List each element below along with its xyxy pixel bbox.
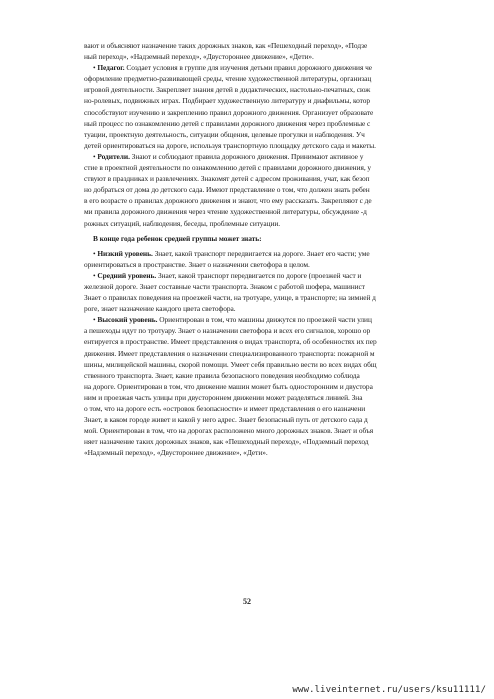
text-line: туации, проектную деятельность, ситуации общения, целевые прогулки и наблюдения. Уч [84, 129, 365, 139]
paragraph-lead: Средний уровень. [97, 270, 157, 280]
text-line: няет назначение таких дорожных знаков, как «Пешеходный переход», «Подземный переход [84, 437, 369, 447]
watermark-url: www.liveinternet.ru/users/ksu11111/ [292, 684, 486, 695]
text-line: • Низкий уровень. Знает, какой транспорт передвигается на дороге. Знает его части; уме [93, 248, 370, 258]
paragraph-lead: Родители. [97, 151, 130, 161]
text-line: но добраться от дома до детского сада. Имеют представление о том, что должен знать ребен [84, 185, 370, 195]
text-line: ним и проезжая часть улицы при двустороннем движении может разделяться линией. Зна [84, 392, 363, 402]
text-line: шины, милицейской машины, скорой помощи. Умеет себя правильно вести во всех видах общ [84, 359, 377, 369]
text-line: детей ориентироваться на дороге, используя транспортную площадку детского сада и макеты. [84, 140, 376, 150]
text-line: стие в проектной деятельности по ознакомлению детей с правилами дорожного движения, у [84, 163, 372, 173]
text-line: движения. Имеет представления о назначении специализированного транспорта: пожарной м [84, 348, 375, 358]
text-line: ми правила дорожного движения через чтение художественной литературы, обсуждение -д [84, 207, 367, 217]
text-line: способствуют изучению и закреплению правил дорожного движения. Организует образовате [84, 107, 374, 117]
text-line: • Средний уровень. Знает, какой транспорт передвигается по дороге (проезжей част и [93, 270, 362, 280]
text-line: роге, знает назначение каждого цвета светофора. [84, 304, 236, 314]
text-line: • Родители. Знают и соблюдают правила дорожного движения. Принимают активное у [93, 151, 364, 161]
text-line: на дороге. Ориентирован в том, что движение машин может быть односторонним и двустора [84, 381, 373, 391]
text-line: ственного транспорта. Знает, какие правила безопасного поведения необходимо соблюда [84, 370, 360, 380]
text-line: ный переход», «Надземный переход», «Двустороннее движение», «Дети». [84, 52, 314, 62]
text-line: рожных ситуаций, наблюдения, беседы, проблемные ситуации. [84, 218, 281, 228]
text-line: • Высокий уровень. Ориентирован в том, что машины движутся по проезжей части улиц [93, 315, 372, 325]
text-line: Знает о правилах поведения на проезжей части, на тротуаре, улице, в транспорте; на зимней д [84, 293, 376, 303]
text-line: о том, что на дороге есть «островок безопасности» и имеет представления о его назначени [84, 404, 366, 413]
text-line: мой. Ориентирован в том, что на дорогах расположено много дорожных знаков. Знает и объя [84, 426, 374, 436]
paragraph-lead: Низкий уровень. [97, 248, 153, 258]
text-line: ориентироваться в пространстве. Знает о назначении светофора в целом. [84, 259, 310, 269]
text-line: вают и объясняют назначение таких дорожных знаков, как «Пешеходный переход», «Подзе [84, 41, 368, 50]
text-line: Знает, в каком городе живет и какой у него адрес. Знает безопасный путь от детского сада д [84, 415, 368, 425]
text-line: ентируется в пространстве. Имеет представления о видах транспорта, об особенностях их пер [84, 337, 377, 347]
text-line: • Педагог. Создает условия в группе для изучения детьми правил дорожного движения че [93, 63, 373, 73]
page-number: 52 [243, 597, 251, 606]
text-line: ствуют в праздниках и развлечениях. Знакомят детей с адресом проживания, учат, как безоп [84, 174, 370, 184]
text-line: железной дороге. Знает составные части транспорта. Знаком с работой шофера, машинист [84, 281, 365, 291]
text-line: В конце года ребенок средней группы может знать: [93, 233, 262, 243]
text-line: игровой деятельности. Закрепляет знания детей в дидактических, настольно-печатных, сюж [84, 85, 371, 95]
text-line: ный процесс по ознакомлению детей с правилами дорожного движения через проблемные с [84, 118, 371, 128]
text-line: «Надземный переход», «Двустороннее движение», «Дети». [84, 448, 268, 458]
paragraph-lead: Высокий уровень. [97, 315, 158, 325]
paragraph-lead: Педагог. [97, 63, 125, 73]
text-line: оформление предметно-развивающей среды, чтение художественной литературы, организац [84, 74, 372, 84]
text-line: а пешеходы идут по тротуару. Знает о назначении светофора и всех его сигналов, хорошо ор [84, 326, 371, 336]
text-line: в его возрасте о правилах дорожного движения и знают, что ему рассказать. Закрепляют с де [84, 196, 372, 206]
text-line: но-ролевых, подвижных играх. Подбирает художественную литературу и диафильмы, котор [84, 96, 371, 106]
document-body [84, 40, 462, 458]
